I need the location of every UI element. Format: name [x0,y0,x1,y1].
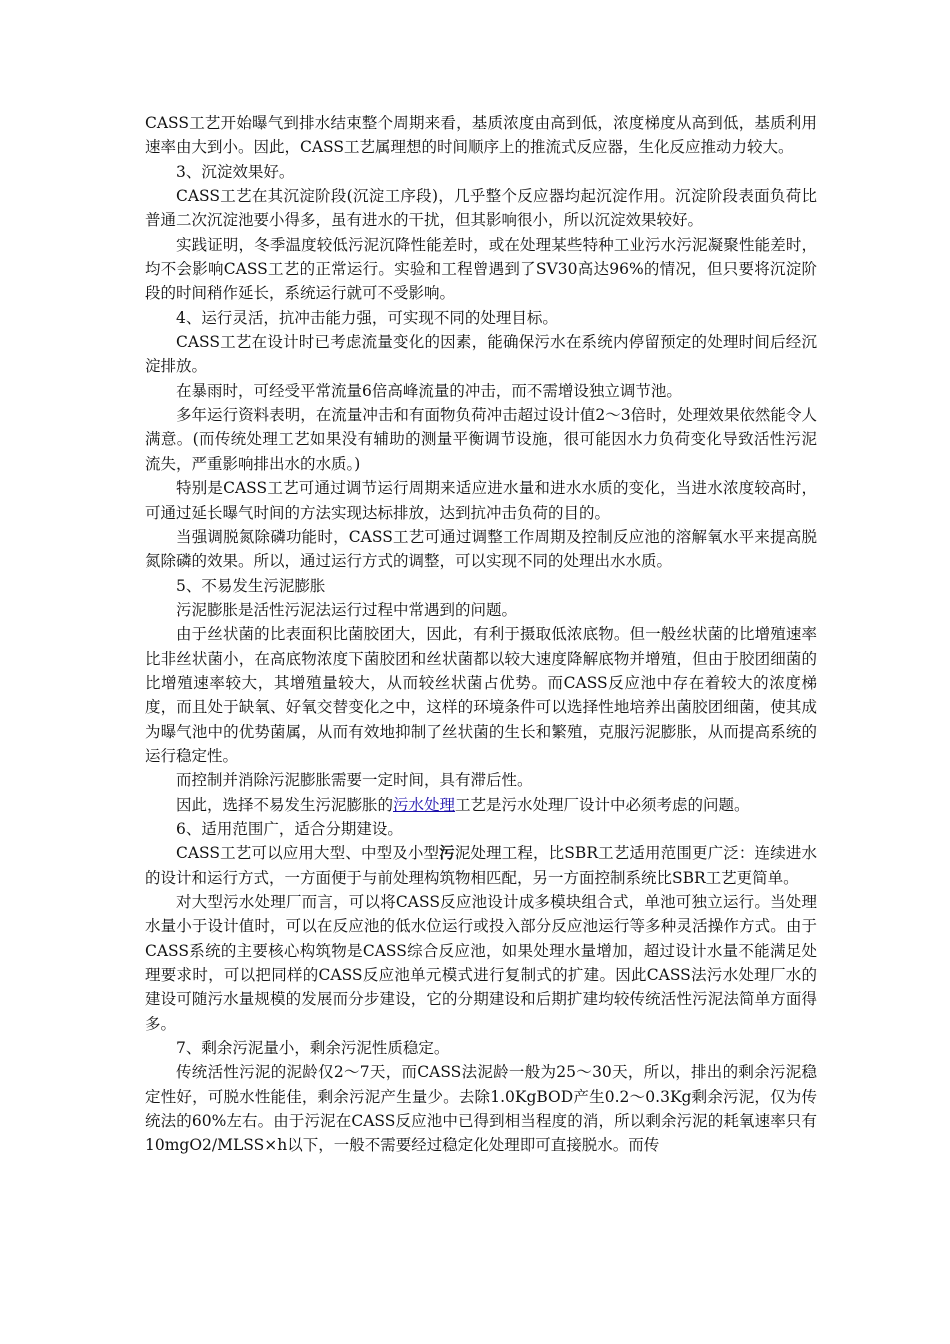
paragraph: 对大型污水处理厂而言，可以将CASS反应池设计成多模块组合式，单池可独立运行。当处理水量小于设计值时，可以在反应池的低水位运行或投入部分反应池运行等多种灵活操作方式。由于CASS系统的主要核心构筑物是CASS综合反应池，如果处理水量增加，超过设计水量不能满足处理要求时，可以把同样的CASS反应池单元模式进行复制式的扩建。因此CASS法污水处理厂水的建设可随污水量规模的发展而分步建设，它的分期建设和后期扩建均较传统活性污泥法简单方面得多。 [145,893,817,1033]
paragraph: 传统活性污泥的泥龄仅2～7天，而CASS法泥龄一般为25～30天，所以，排出的剩余污泥稳定性好，可脱水性能佳，剩余污泥产生量少。去除1.0KgBOD产生0.2～0.3Kg剩余污泥，仅为传统法的60%左右。由于污泥在CASS反应池中已得到相当程度的消，所以剩余污泥的耗氧速率只有10mgO2/MLSS×h以下，一般不需要经过稳定化处理即可直接脱水。而传 [145,1063,817,1155]
paragraph: 多年运行资料表明，在流量冲击和有面物负荷冲击超过设计值2～3倍时，处理效果依然能令人满意。(而传统处理工艺如果没有辅助的测量平衡调节设施，很可能因水力负荷变化导致活性污泥流失，严重影响排出水的水质。) [145,406,817,473]
section-3-heading: 3、沉淀效果好。 [176,162,295,181]
paragraph-with-link [145,793,817,817]
section-6-heading: 6、适用范围广，适合分期建设。 [176,819,403,838]
paragraph [145,841,817,890]
paragraph: 而控制并消除污泥膨胀需要一定时间，具有滞后性。 [176,771,533,790]
text-run: CASS工艺可以应用大型、中型及小型 [176,844,440,863]
paragraph: 实践证明，冬季温度较低污泥沉降性能差时，或在处理某些特种工业污水污泥凝聚性能差时，均不会影响CASS工艺的正常运行。实验和工程曾遇到了SV30高达96%的情况，但只要将沉淀阶段的时间稍作延长，系统运行就可不受影响。 [145,235,817,303]
paragraph: 由于丝状菌的比表面积比菌胶团大，因此，有利于摄取低浓底物。但一般丝状菌的比增殖速率比非丝状菌小，在高底物浓度下菌胶团和丝状菌都以较大速度降解底物并增殖，但由于胶团细菌的比增殖速率较大，其增殖量较大，从而较丝状菌占优势。而CASS反应池中存在着较大的浓度梯度，而且处于缺氧、好氧交替变化之中，这样的环境条件可以选择性地培养出菌胶团细菌，使其成为曝气池中的优势菌属，从而有效地抑制了丝状菌的生长和繁殖，克服污泥膨胀，从而提高系统的运行稳定性。 [145,625,817,765]
paragraph: 当强调脱氮除磷功能时，CASS工艺可通过调整工作周期及控制反应池的溶解氧水平来提高脱氮除磷的效果。所以，通过运行方式的调整，可以实现不同的处理出水水质。 [145,527,817,571]
link-prefix-text: 因此，选择不易发生污泥膨胀的 [176,795,394,814]
link-suffix-text: 工艺是污水处理厂设计中必须考虑的问题。 [455,795,750,814]
paragraph: 在暴雨时，可经受平常流量6倍高峰流量的冲击，而不需增设独立调节池。 [176,381,682,400]
paragraph: 特别是CASS工艺可通过调节运行周期来适应进水量和进水水质的变化，当进水浓度较高时，可通过延长曝气时间的方法实现达标排放，达到抗冲击负荷的目的。 [145,479,817,522]
paragraph: CASS工艺开始曝气到排水结束整个周期来看，基质浓度由高到低，浓度梯度从高到低，基质利用速率由大到小。因此，CASS工艺属理想的时间顺序上的推流式反应器，生化反应推动力较大。 [145,114,817,157]
section-4-heading: 4、运行灵活，抗冲击能力强，可实现不同的处理目标。 [176,308,558,327]
text-run: 泥处理工程，比SBR工艺适用范围更广泛：连续进水的设计和运行方式，一方面便于与前处理构筑物相匹配，另一方面控制系统比SBR工艺更简单。 [145,844,817,887]
wastewater-treatment-link[interactable]: 污水处理 [393,795,456,814]
section-5-heading: 5、不易发生污泥膨胀 [176,576,326,595]
paragraph: CASS工艺在设计时已考虑流量变化的因素，能确保污水在系统内停留预定的处理时间后经沉淀排放。 [145,333,817,376]
bold-text-run: 污 [439,843,455,863]
paragraph: 污泥膨胀是活性污泥法运行过程中常遇到的问题。 [176,600,518,619]
document-body [145,111,817,1158]
paragraph: CASS工艺在其沉淀阶段(沉淀工序段)，几乎整个反应器均起沉淀作用。沉淀阶段表面负荷比普通二次沉淀池要小得多，虽有进水的干扰，但其影响很小，所以沉淀效果较好。 [145,187,817,230]
section-7-heading: 7、剩余污泥量小，剩余污泥性质稳定。 [176,1039,450,1058]
